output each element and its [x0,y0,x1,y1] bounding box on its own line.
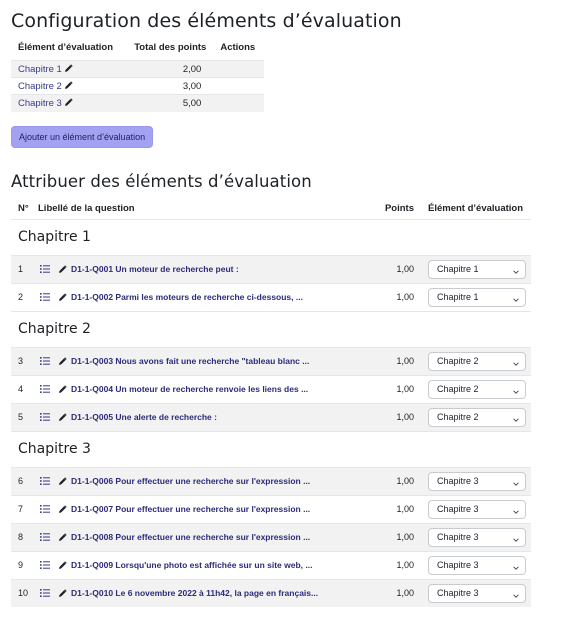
question-points: 1,00 [396,560,414,570]
element-select[interactable] [428,408,526,427]
question-number: 4 [18,384,24,394]
question-row [11,255,531,283]
pencil-icon[interactable] [58,589,67,598]
question-row [11,551,531,579]
question-points: 1,00 [396,476,414,486]
element-link[interactable]: Chapitre 1 [18,63,62,75]
element-select[interactable] [428,528,526,547]
group-title: Chapitre 2 [11,311,531,347]
pencil-icon[interactable] [58,561,67,570]
list-icon [40,292,50,302]
chevron-down-icon [513,535,519,541]
pencil-icon[interactable] [58,293,67,302]
chevron-down-icon [513,507,519,513]
list-icon [40,560,50,570]
pencil-icon[interactable] [64,98,73,107]
select-value: Chapitre 1 [437,292,479,302]
list-icon [40,588,50,598]
element-select[interactable] [428,556,526,575]
header-element: Élément d’évaluation [18,42,114,53]
element-select[interactable] [428,584,526,603]
select-value: Chapitre 2 [437,384,479,394]
list-icon [40,504,50,514]
question-link[interactable]: D1-1-Q007 Pour effectuer une recherche sur l'expression ... [71,504,311,514]
pencil-icon[interactable] [58,533,67,542]
chevron-down-icon [513,563,519,569]
element-select[interactable] [428,260,526,279]
pencil-icon[interactable] [64,64,73,73]
pencil-icon[interactable] [58,413,67,422]
element-select[interactable] [428,500,526,519]
question-row [11,495,531,523]
page [11,10,531,607]
config-title: Configuration des éléments d’évaluation [11,10,402,32]
pencil-icon[interactable] [58,385,67,394]
select-value: Chapitre 3 [437,476,479,486]
chevron-down-icon [513,415,519,421]
question-number: 7 [18,504,24,514]
element-select[interactable] [428,288,526,307]
chevron-down-icon [513,267,519,273]
header-no: N° [18,203,29,214]
config-row [11,78,264,95]
question-link[interactable]: D1-1-Q010 Le 6 novembre 2022 à 11h42, la page en français... [71,588,319,598]
question-row [11,375,531,403]
question-number: 3 [18,356,24,366]
total-points: 2,00 [124,61,213,78]
question-points: 1,00 [396,264,414,274]
question-number: 5 [18,412,24,422]
chevron-down-icon [513,387,519,393]
question-number: 2 [18,292,24,302]
assign-table [11,219,531,607]
question-link[interactable]: D1-1-Q001 Un moteur de recherche peut : [71,264,239,274]
question-points: 1,00 [396,292,414,302]
question-number: 9 [18,560,24,570]
total-points: 5,00 [124,95,213,112]
question-link[interactable]: D1-1-Q009 Lorsqu'une photo est affichée sur un site web, ... [71,560,313,570]
question-number: 8 [18,532,24,542]
list-icon [40,264,50,274]
question-points: 1,00 [396,588,414,598]
add-element-button[interactable]: Ajouter un élément d’évaluation [11,126,153,148]
chevron-down-icon [513,591,519,597]
question-number: 1 [18,264,24,274]
select-value: Chapitre 3 [437,504,479,514]
actions-cell [213,95,264,112]
list-icon [40,412,50,422]
question-number: 6 [18,476,24,486]
question-link[interactable]: D1-1-Q006 Pour effectuer une recherche sur l'expression ... [71,476,311,486]
total-points: 3,00 [124,78,213,95]
question-link[interactable]: D1-1-Q004 Un moteur de recherche renvoie les liens des ... [71,384,309,394]
assign-header-row [11,199,531,219]
group-title: Chapitre 3 [11,431,531,467]
element-select[interactable] [428,380,526,399]
question-row [11,523,531,551]
select-value: Chapitre 2 [437,412,479,422]
select-value: Chapitre 2 [437,356,479,366]
header-label: Libellé de la question [38,203,135,214]
pencil-icon[interactable] [58,265,67,274]
assign-title: Attribuer des éléments d’évaluation [11,171,312,191]
list-icon [40,384,50,394]
header-actions: Actions [220,42,256,53]
pencil-icon[interactable] [64,81,73,90]
select-value: Chapitre 3 [437,532,479,542]
chevron-down-icon [513,479,519,485]
list-icon [40,476,50,486]
select-value: Chapitre 3 [437,560,479,570]
question-points: 1,00 [396,532,414,542]
group-title: Chapitre 1 [11,219,531,255]
select-value: Chapitre 1 [437,264,479,274]
question-points: 1,00 [396,504,414,514]
element-link[interactable]: Chapitre 2 [18,80,62,92]
chevron-down-icon [513,359,519,365]
question-row [11,403,531,431]
pencil-icon[interactable] [58,477,67,486]
question-link[interactable]: D1-1-Q005 Une alerte de recherche : [71,412,217,422]
actions-cell [213,61,264,78]
config-table [11,40,264,112]
actions-cell [213,78,264,95]
config-row [11,61,264,78]
question-points: 1,00 [396,412,414,422]
question-row [11,347,531,375]
question-link[interactable]: D1-1-Q003 Nous avons fait une recherche "tableau blanc ... [71,356,310,366]
question-points: 1,00 [396,384,414,394]
element-link[interactable]: Chapitre 3 [18,97,62,109]
question-number: 10 [18,588,29,598]
question-link[interactable]: D1-1-Q002 Parmi les moteurs de recherche ci-dessous, ... [71,292,303,302]
question-row [11,467,531,495]
list-icon [40,532,50,542]
header-total: Total des points [134,42,207,53]
pencil-icon[interactable] [58,505,67,514]
element-select[interactable] [428,472,526,491]
element-select[interactable] [428,352,526,371]
config-row [11,95,264,112]
chevron-down-icon [513,295,519,301]
question-row [11,283,531,311]
question-points: 1,00 [396,356,414,366]
list-icon [40,356,50,366]
select-value: Chapitre 3 [437,588,479,598]
header-points: Points [384,203,414,214]
question-row [11,579,531,607]
question-link[interactable]: D1-1-Q008 Pour effectuer une recherche sur l'expression ... [71,532,311,542]
header-element-assign: Élément d’évaluation [428,203,524,214]
pencil-icon[interactable] [58,357,67,366]
